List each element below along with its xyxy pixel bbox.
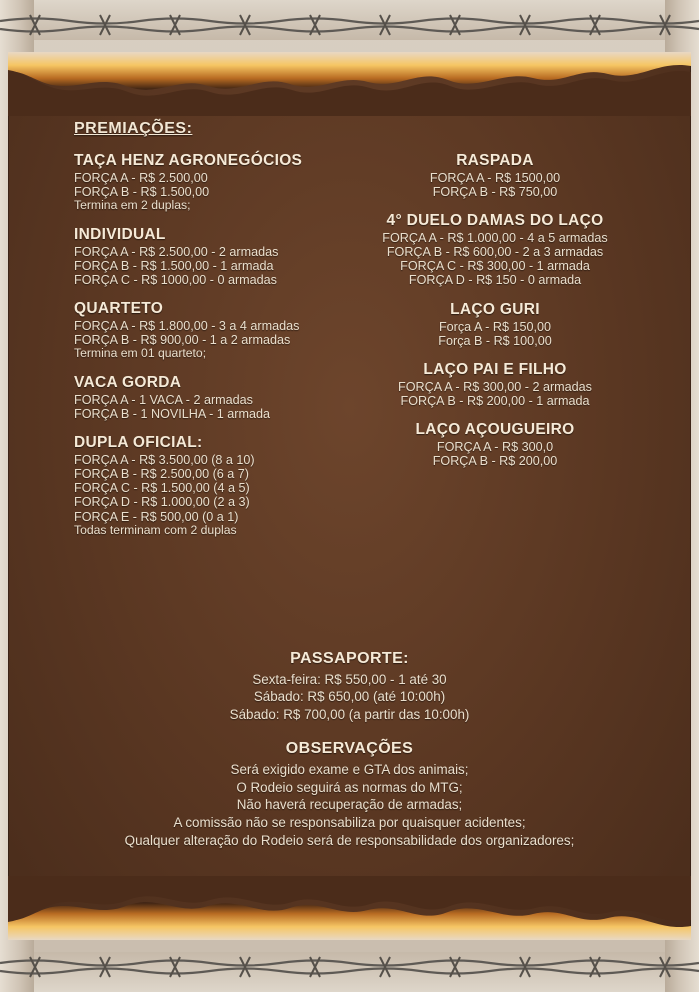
award-title: 4° DUELO DAMAS DO LAÇO — [386, 212, 604, 230]
award-line: FORÇA A - R$ 300,0 — [436, 439, 554, 454]
award-block — [345, 421, 645, 468]
award-line: FORÇA D - R$ 1.000,00 (2 a 3) — [74, 495, 250, 510]
award-title: TAÇA HENZ AGRONEGÓCIOS — [74, 152, 303, 169]
observations-title: OBSERVAÇÕES — [285, 740, 414, 757]
award-line: FORÇA B - R$ 200,00 - 1 armada — [400, 393, 590, 408]
barbed-wire-bottom — [0, 954, 699, 980]
award-line: FORÇA A - R$ 300,00 - 2 armadas — [398, 379, 592, 394]
award-title: RASPADA — [456, 152, 534, 169]
award-line: FORÇA B - R$ 900,00 - 1 a 2 armadas — [74, 333, 291, 348]
award-title: INDIVIDUAL — [74, 225, 166, 243]
award-block — [74, 434, 374, 537]
award-line: FORÇA B - 1 NOVILHA - 1 armada — [74, 407, 270, 422]
award-title: QUARTETO — [74, 300, 164, 318]
burnt-panel — [8, 52, 691, 940]
awards-left-column — [74, 152, 374, 550]
award-line: FORÇA C - R$ 1000,00 - 0 armadas — [74, 273, 277, 288]
award-block — [74, 300, 374, 361]
award-title: LAÇO PAI E FILHO — [423, 360, 567, 378]
award-block — [74, 374, 374, 421]
award-block — [74, 152, 374, 213]
award-line: FORÇA B - R$ 2.500,00 (6 a 7) — [74, 467, 249, 482]
passport-title: PASSAPORTE: — [290, 650, 409, 667]
observations-line: A comissão não se responsabiliza por quaisquer acidentes; — [173, 815, 526, 831]
observations-line: Não haverá recuperação de armadas; — [236, 797, 463, 813]
award-line: Força A - R$ 150,00 — [438, 319, 551, 334]
award-note: Termina em 2 duplas; — [74, 198, 191, 213]
passport-line: Sexta-feira: R$ 550,00 - 1 até 30 — [252, 672, 447, 687]
burn-edge-bottom — [8, 876, 691, 940]
passport-line: Sábado: R$ 700,00 (a partir das 10:00h) — [229, 706, 470, 722]
award-line: FORÇA A - R$ 1.000,00 - 4 a 5 armadas — [382, 231, 608, 246]
award-note: Todas terminam com 2 duplas — [74, 522, 237, 537]
award-line: Força B - R$ 100,00 — [438, 333, 552, 348]
award-block — [345, 152, 645, 199]
award-line: FORÇA A - R$ 3.500,00 (8 a 10) — [74, 453, 255, 468]
award-note: Termina em 01 quarteto; — [74, 346, 207, 361]
page-title: PREMIAÇÕES: — [74, 120, 193, 137]
observations-section — [8, 740, 691, 849]
observations-line: O Rodeio seguirá as normas do MTG; — [236, 779, 463, 795]
award-line: FORÇA A - 1 VACA - 2 armadas — [74, 392, 253, 407]
awards-right-column — [345, 152, 645, 481]
award-line: FORÇA B - R$ 600,00 - 2 a 3 armadas — [386, 245, 604, 260]
award-line: FORÇA D - R$ 150 - 0 armada — [408, 273, 582, 288]
award-title: LAÇO AÇOUGUEIRO — [415, 420, 575, 438]
passport-line: Sábado: R$ 650,00 (até 10:00h) — [253, 689, 446, 705]
award-line: FORÇA A - R$ 2.500,00 — [74, 171, 208, 185]
award-block — [345, 361, 645, 408]
passport-section — [8, 650, 691, 723]
observations-line: Será exigido exame e GTA dos animais; — [230, 762, 469, 777]
award-line: FORÇA B - R$ 1.500,00 - 1 armada — [74, 258, 274, 273]
award-line: FORÇA B - R$ 750,00 — [432, 185, 558, 200]
award-block — [74, 226, 374, 287]
observations-line: Qualquer alteração do Rodeio será de responsabilidade dos organizadores; — [124, 832, 575, 848]
barbed-wire-top — [0, 12, 699, 38]
award-line: FORÇA B - R$ 200,00 — [432, 454, 558, 469]
award-line: FORÇA A - R$ 1500,00 — [429, 171, 561, 185]
burn-edge-top — [8, 52, 691, 116]
award-title: DUPLA OFICIAL: — [74, 434, 203, 452]
award-block — [345, 212, 645, 287]
award-title: LAÇO GURI — [450, 300, 540, 318]
award-line: FORÇA A - R$ 1.800,00 - 3 a 4 armadas — [74, 319, 300, 334]
award-line: FORÇA E - R$ 500,00 (0 a 1) — [74, 509, 239, 524]
award-line: FORÇA C - R$ 1.500,00 (4 a 5) — [74, 481, 250, 496]
award-block — [345, 301, 645, 348]
award-line: FORÇA C - R$ 300,00 - 1 armada — [400, 259, 590, 274]
award-line: FORÇA B - R$ 1.500,00 — [74, 185, 210, 200]
award-line: FORÇA A - R$ 2.500,00 - 2 armadas — [74, 244, 279, 259]
award-title: VACA GORDA — [74, 373, 182, 391]
